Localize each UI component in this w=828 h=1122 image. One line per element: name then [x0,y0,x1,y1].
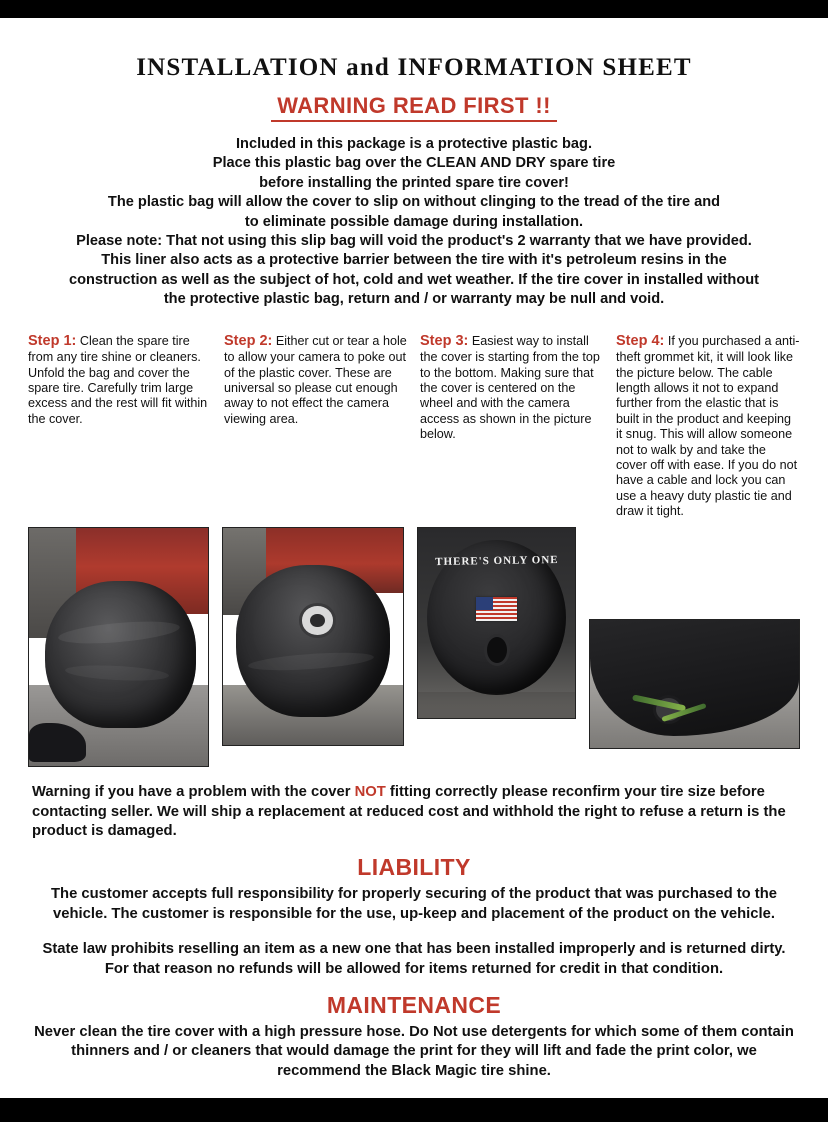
photo-step-4-grommet-cable [589,619,800,749]
photo2-camera-hole [302,606,332,634]
step-3-label: Step 3: [420,332,469,349]
warning-paragraph-after: fitting correctly please reconfirm your tire size before contacting seller. We will ship a replacement at reduced cost and withhold the right to refuse a return is the product is damaged. [32,784,786,840]
warning-header-text: WARNING READ FIRST !! [271,93,557,122]
maintenance-paragraph: Never clean the tire cover with a high pressure hose. Do Not use detergents for which some of them contain thinners and / or cleaners that would damage the print for they will lift and fade the print color, we recommend the Black Magic tire shine. [34,1023,794,1079]
photo1-plastic-bag-cover [45,581,196,729]
step-1 [28,333,212,520]
photo-step-3-printed-cover [417,527,577,719]
photo2-plastic-bag-cover [236,565,390,717]
photos-row [18,527,810,767]
intro-line-8: construction as well as the subject of hot, cold and wet weather. If the tire cover in installed without [68,271,760,288]
step-3 [420,333,604,520]
photo3-ground-shadow [418,692,576,719]
flag-icon [476,597,517,622]
intro-line-9: the protective plastic bag, return and / or warranty may be null and void. [163,291,665,308]
photo-step-1-covered-tire [28,527,209,767]
information-sheet [0,18,828,1098]
warning-paragraph-emphasis: NOT [354,784,386,801]
maintenance-heading: MAINTENANCE [326,991,502,1018]
intro-line-5: to eliminate possible damage during installation. [244,213,584,230]
intro-line-2: Place this plastic bag over the CLEAN AND DRY spare tire [212,155,616,172]
intro-block [18,135,810,310]
step-2 [224,333,408,520]
step-4-text: If you purchased a anti-theft grommet kit, it will look like the picture below. The cable length allows it not to expand further from the elastic that is built in the product and keeping it snug. This will allow someone not to walk by and take the cover off with ease. If you do not have a cable and lock you can use a heavy duty plastic tie and draw it tight. [616,333,800,518]
liability-paragraph-2: State law prohibits reselling an item as a new one that has been installed improperly and is returned dirty. For that reason no refunds will be allowed for items returned for credit in that condition. [42,941,786,977]
intro-line-6: Please note: That not using this slip bag will void the product's 2 warranty that we have provided. [76,233,752,250]
step-2-text: Either cut or tear a hole to allow your camera to poke out of the plastic cover. These are universal so please cut enough away to not effect the camera viewing area. [224,333,407,426]
steps-row [18,333,810,520]
intro-line-1: Included in this package is a protective plastic bag. [235,136,593,152]
liability-paragraph-1: The customer accepts full responsibility for properly securing of the product that was purchased to the vehicle. The customer is responsible for the use, up-keep and placement of the product on the vehicle. [51,885,777,922]
step-1-text: Clean the spare tire from any tire shine or cleaners. Unfold the bag and cover the spare tire. Carefully trim large excess and the rest will fit within the cover. [28,333,208,426]
warning-paragraph [18,783,810,842]
photo3-print-text: THERE'S ONLY ONE [434,553,559,568]
step-1-label: Step 1: [28,332,77,349]
page-title: INSTALLATION and INFORMATION SHEET [136,54,692,81]
warning-paragraph-before: Warning if you have a problem with the cover [32,784,355,801]
liability-heading: LIABILITY [357,853,471,880]
intro-line-3: before installing the printed spare tire cover! [259,174,569,191]
step-3-text: Easiest way to install the cover is starting from the top to the bottom. Making sure that the cover is centered on the wheel and with the camera access as shown in the picture below. [420,333,600,442]
warning-header [18,93,810,122]
photo-step-2-camera-hole [222,527,403,746]
step-2-label: Step 2: [224,332,273,349]
step-4-label: Step 4: [616,332,665,349]
intro-line-7: This liner also acts as a protective barrier between the tire with it's petroleum resins in the [101,252,727,269]
step-4 [616,333,800,520]
intro-line-4: The plastic bag will allow the cover to slip on without clinging to the tread of the tire and [107,194,721,211]
